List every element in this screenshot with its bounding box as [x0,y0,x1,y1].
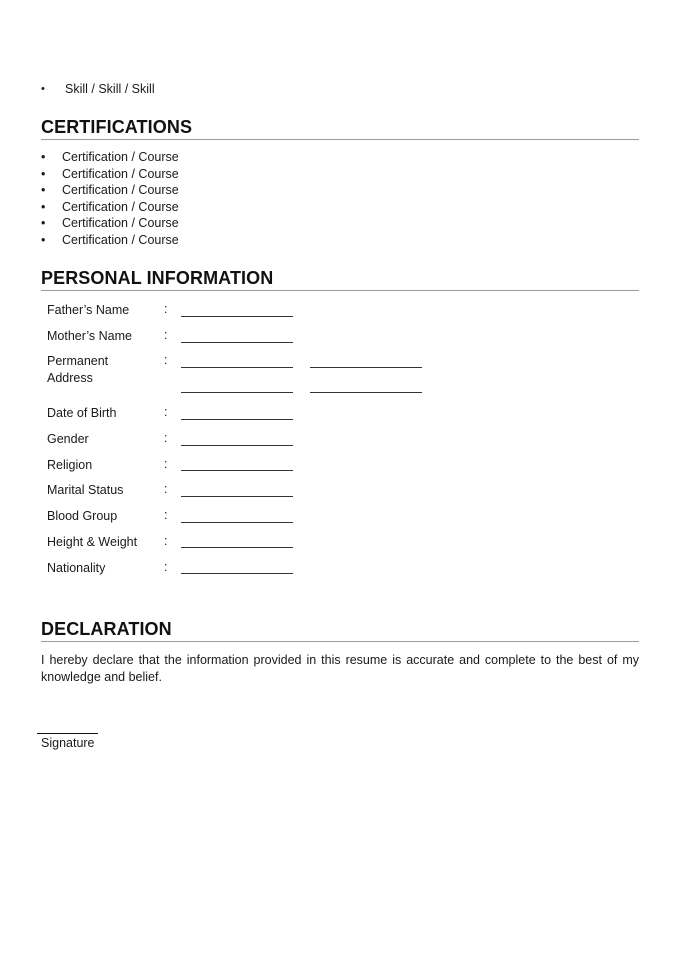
blood-group-field[interactable] [181,522,293,523]
permanent-label-line: Permanent [47,354,109,368]
fathers-name-field[interactable] [181,316,293,317]
colon: : [164,457,168,471]
colon: : [164,482,168,496]
address-field-line-2b[interactable] [310,392,422,393]
blood-group-label: Blood Group [47,509,118,523]
marital-status-field[interactable] [181,496,293,497]
religion-field[interactable] [181,470,293,471]
address-field-line-2a[interactable] [181,392,293,393]
nationality-field[interactable] [181,573,293,574]
bullet-icon: • [41,183,46,197]
fathers-name-label: Father’s Name [47,303,130,317]
bullet-icon: • [41,166,46,181]
colon: : [164,328,168,342]
gender-field[interactable] [181,445,293,446]
mothers-name-field[interactable] [181,342,293,343]
declaration-text: I hereby declare that the information provided in this resume is accurate and complete to the best of my knowledge and belief. [41,653,639,684]
address-label-line: Address [47,371,93,385]
colon: : [164,534,168,548]
height-weight-label: Height & Weight [47,535,138,549]
colon: : [164,405,168,419]
certifications-heading: CERTIFICATIONS [41,117,639,140]
certification-text: Certification / Course [62,150,179,164]
bullet-icon: • [41,150,46,164]
marital-status-label: Marital Status [47,483,124,497]
colon: : [164,508,168,522]
colon: : [164,302,168,316]
date-of-birth-label: Date of Birth [47,406,117,420]
bullet-icon: • [41,83,45,95]
religion-label: Religion [47,458,93,472]
skills-text: Skill / Skill / Skill [65,82,155,96]
colon: : [164,560,168,574]
date-of-birth-field[interactable] [181,419,293,420]
colon: : [164,431,168,445]
nationality-label: Nationality [47,561,106,575]
gender-label: Gender [47,432,89,446]
certification-text: Certification / Course [62,232,179,247]
address-field-line-1b[interactable] [310,367,422,368]
signature-line[interactable] [37,733,98,734]
certification-text: Certification / Course [62,216,179,230]
bullet-icon: • [41,232,46,247]
colon: : [164,353,168,367]
certification-text: Certification / Course [62,166,179,181]
certification-text: Certification / Course [62,199,179,214]
bullet-icon: • [41,199,46,214]
address-field-line-1a[interactable] [181,367,293,368]
bullet-icon: • [41,216,46,230]
certification-text: Certification / Course [62,183,179,197]
height-weight-field[interactable] [181,547,293,548]
signature-label: Signature [41,736,95,750]
declaration-heading: DECLARATION [41,619,639,642]
permanent-address-label [47,353,157,387]
mothers-name-label: Mother’s Name [47,329,132,343]
personal-information-heading: PERSONAL INFORMATION [41,268,639,291]
